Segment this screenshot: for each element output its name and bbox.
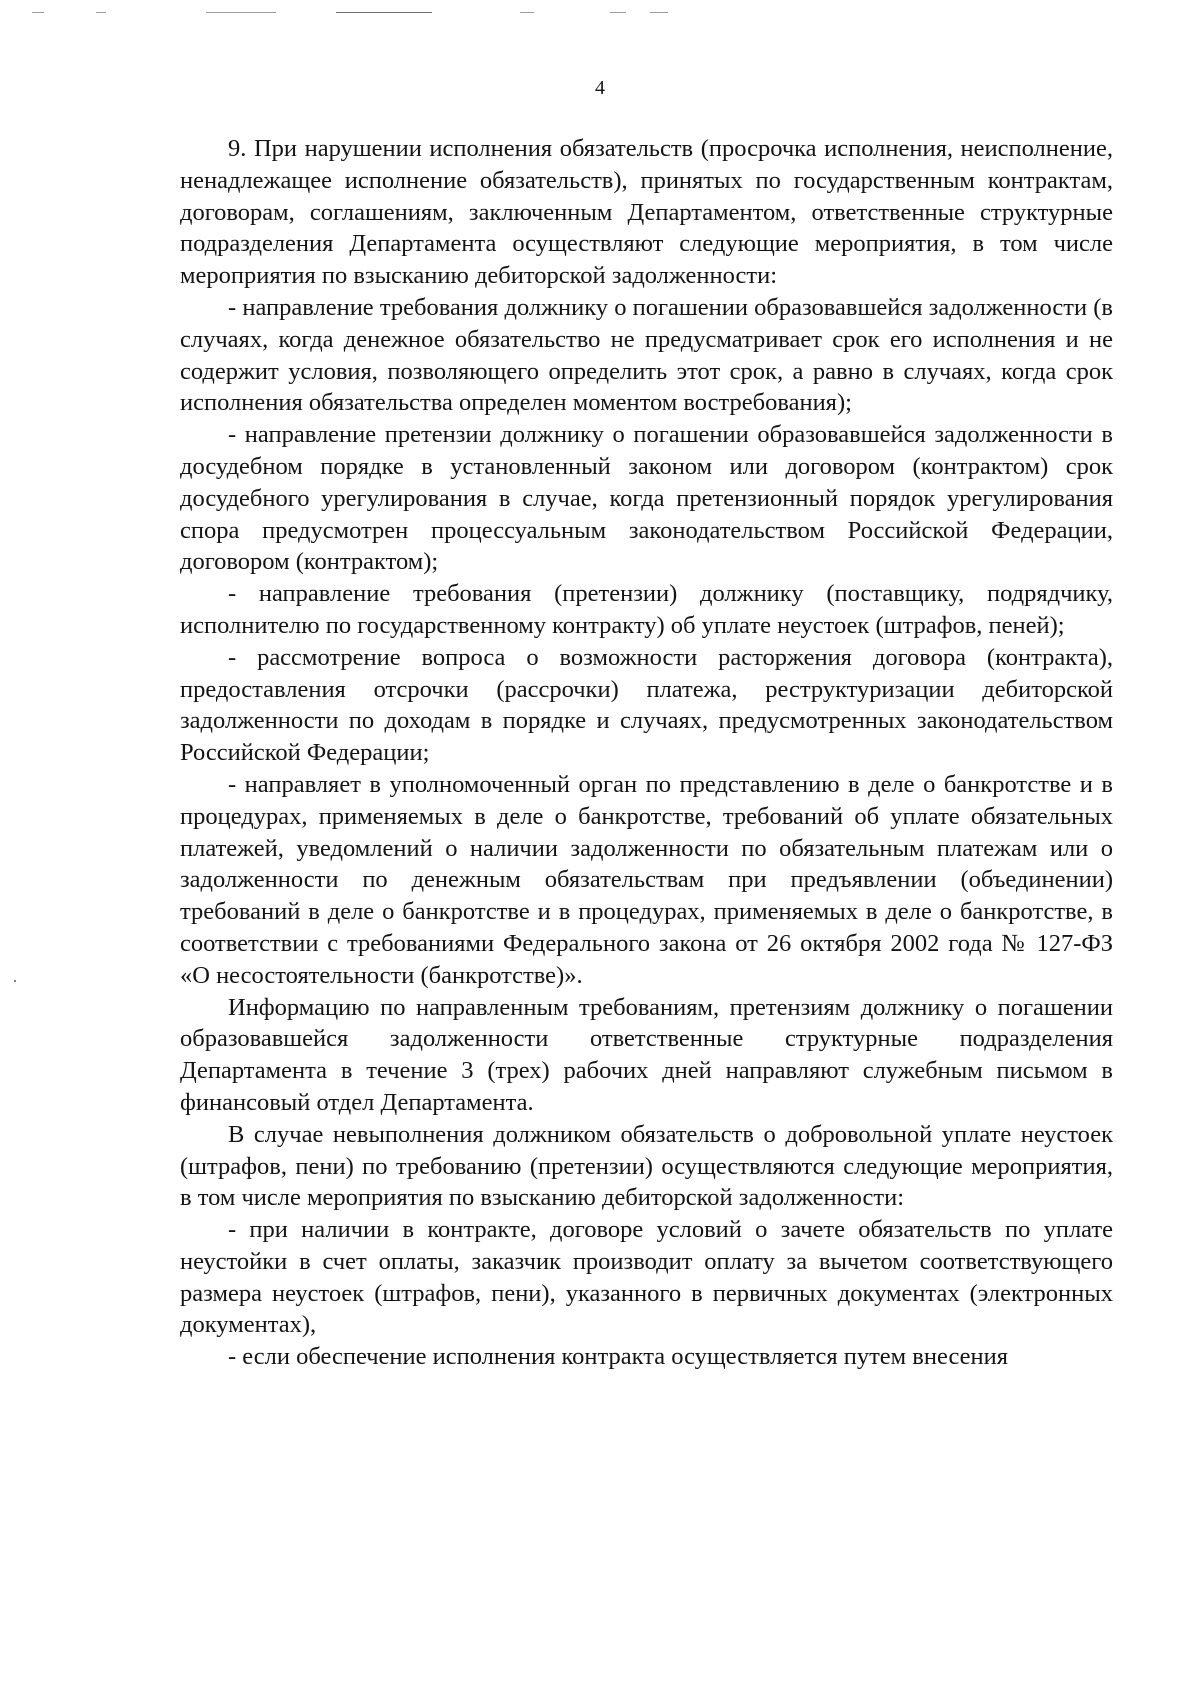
list-item-bankruptcy-claims: - направляет в уполномоченный орган по представлению в деле о банкротстве и в процедурах, применяемых в деле о банкротстве, требований об уплате обязательных платежей, уведомлений о наличии задолженности по обязательным платежам или о задолженности по денежным обязательствам при предъявлении (объединении) требований в деле о банкротстве и в процедурах, применяемых в деле о банкротстве, в соответствии с требованиями Федерального закона от 26 октября 2002 года № 127-ФЗ «О несостоятельности (банкротстве)». xyxy=(180,770,1113,989)
paragraph-non-payment: В случае невыполнения должником обязательств о добровольной уплате неустоек (штрафов, пени) по требованию (претензии) осуществляются следующие мероприятия, в том числе мероприятия по взысканию дебиторской задолженности: xyxy=(180,1120,1113,1212)
scan-artifact-line xyxy=(650,12,668,13)
scan-artifact-speck xyxy=(14,980,16,982)
paragraph-clause-9: 9. При нарушении исполнения обязательств (просрочка исполнения, неисполнение, ненадлежащее исполнение обязательств), принятых по государственным контрактам, договорам, соглашениям, заключенным Департаментом, ответственные структурные подразделения Департамента осуществляют следующие мероприятия, в том числе мероприятия по взысканию дебиторской задолженности: xyxy=(180,135,1113,290)
scan-artifact-line xyxy=(610,12,626,13)
list-item-pretrial-claim: - направление претензии должнику о погашении образовавшейся задолженности в досудебном порядке в установленный законом или договором (контрактом) срок досудебного урегулирования в случае, когда претензионный порядок урегулирования спора предусмотрен процессуальным законодательством Российской Федерации, договором (контрактом); xyxy=(180,421,1113,576)
scan-artifact-line xyxy=(96,12,106,13)
list-item-penalty-demand: - направление требования (претензии) должнику (поставщику, подрядчику, исполнителю по государственному контракту) об уплате неустоек (штрафов, пеней); xyxy=(180,580,1113,639)
page-number: 4 xyxy=(595,77,605,99)
list-item-offset-payment: - при наличии в контракте, договоре условий о зачете обязательств по уплате неустойки в счет оплаты, заказчик производит оплату за вычетом соответствующего размера неустоек (штрафов, пени), указанного в первичных документах (электронных документах), xyxy=(180,1216,1113,1339)
scan-artifact-line xyxy=(32,12,44,13)
paragraph-reporting: Информацию по направленным требованиям, претензиям должнику о погашении образовавшейся задолженности ответственные структурные подразделения Департамента в течение 3 (трех) рабочих дней направляют служебным письмом в финансовый отдел Департамента. xyxy=(180,993,1113,1116)
list-item-contract-termination: - рассмотрение вопроса о возможности расторжения договора (контракта), предоставления отсрочки (рассрочки) платежа, реструктуризации дебиторской задолженности по доходам в порядке и случаях, предусмотренных законодательством Российской Федерации; xyxy=(180,643,1113,767)
list-item-security-deposit: - если обеспечение исполнения контракта осуществляется путем внесения xyxy=(228,1343,1008,1371)
scan-artifact-line xyxy=(520,12,534,13)
list-item-debt-demand: - направление требования должнику о погашении образовавшейся задолженности (в случаях, когда денежное обязательство не предусматривает срок его исполнения и не содержит условия, позволяющего определить этот срок, а равно в случаях, когда срок исполнения обязательства определен моментом востребования); xyxy=(180,293,1113,417)
document-body xyxy=(180,133,1113,1373)
scan-artifact-line xyxy=(336,12,432,13)
scan-artifact-line xyxy=(206,12,276,13)
